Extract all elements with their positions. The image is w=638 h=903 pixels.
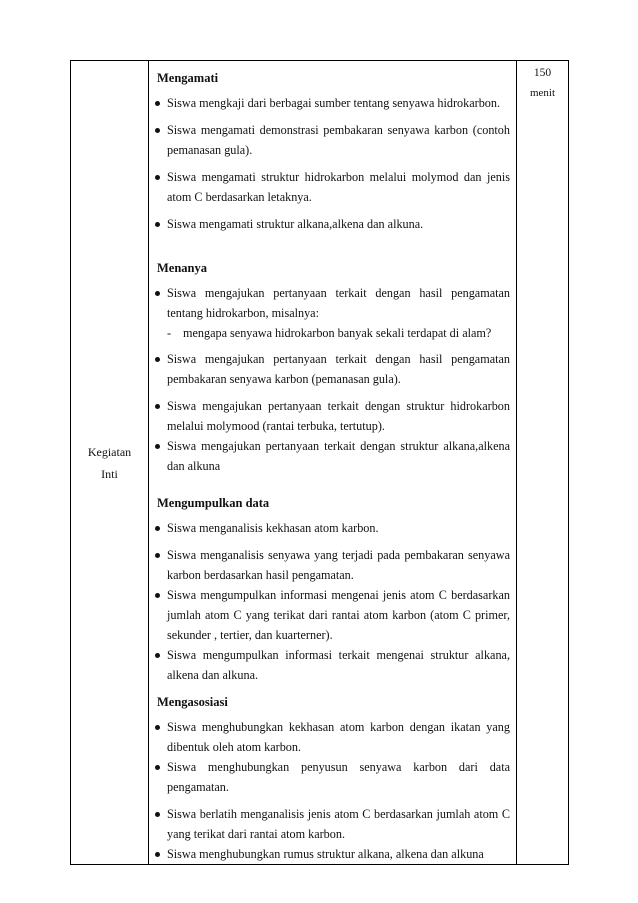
section-title: Menanya — [157, 261, 207, 275]
bullet-list — [157, 93, 510, 234]
list-item: Siswa menghubungkan kekhasan atom karbon dengan ikatan yang dibentuk oleh atom karbon. — [157, 717, 510, 757]
lesson-plan-table — [70, 60, 569, 865]
list-item: Siswa mengamati struktur hidrokarbon melalui molymod dan jenis atom C berdasarkan letaknya. — [157, 167, 510, 207]
time-value: 150 — [533, 67, 552, 79]
bullet-list — [157, 518, 510, 685]
time-cell — [517, 61, 569, 865]
sub-list-item: - mengapa senyawa hidrokarbon banyak sekali terdapat di alam? — [157, 323, 510, 343]
phase-cell — [71, 61, 149, 865]
bullet-list — [157, 283, 510, 323]
time-unit: menit — [529, 87, 556, 99]
list-item: Siswa mengajukan pertanyaan terkait dengan hasil pengamatan tentang hidrokarbon, misalnya: — [157, 283, 510, 323]
dash-marker: - — [167, 326, 172, 340]
list-item: Siswa menghubungkan penyusun senyawa karbon dari data pengamatan. — [157, 757, 510, 797]
list-item: Siswa mengamati demonstrasi pembakaran senyawa karbon (contoh pemanasan gula). — [157, 120, 510, 160]
list-item: Siswa mengajukan pertanyaan terkait dengan struktur alkana,alkena dan alkuna — [157, 436, 510, 476]
list-item: Siswa mengumpulkan informasi mengenai jenis atom C berdasarkan jumlah atom C yang terikat dari rantai atom karbon (atom C primer, sekunder , tertier, dan kuarterner). — [157, 585, 510, 645]
list-item: Siswa menganalisis kekhasan atom karbon. — [157, 518, 510, 538]
list-item: Siswa mengamati struktur alkana,alkena dan alkuna. — [157, 214, 510, 234]
section-title: Mengumpulkan data — [157, 496, 270, 510]
section-menanya — [157, 251, 510, 476]
section-mengamati — [157, 61, 510, 234]
table-row — [71, 61, 569, 865]
section-title: Mengasosiasi — [157, 695, 228, 709]
activity-cell — [149, 61, 517, 865]
phase-label-line1: Kegiatan — [87, 444, 132, 459]
bullet-list — [157, 717, 510, 864]
section-title: Mengamati — [157, 71, 219, 85]
section-mengasosiasi — [157, 685, 510, 864]
phase-label-line2: Inti — [101, 466, 118, 481]
bullet-list — [157, 349, 510, 476]
section-mengumpulkan-data — [157, 486, 510, 685]
list-item: Siswa mengumpulkan informasi terkait mengenai struktur alkana, alkena dan alkuna. — [157, 645, 510, 685]
list-item: Siswa menghubungkan rumus struktur alkana, alkena dan alkuna — [157, 844, 510, 864]
list-item: Siswa mengajukan pertanyaan terkait dengan hasil pengamatan pembakaran senyawa karbon (pemanasan gula). — [157, 349, 510, 389]
list-item: Siswa menganalisis senyawa yang terjadi pada pembakaran senyawa karbon berdasarkan hasil pengamatan. — [157, 545, 510, 585]
list-item: Siswa mengajukan pertanyaan terkait dengan struktur hidrokarbon melalui molymood (rantai terbuka, tertutup). — [157, 396, 510, 436]
list-item: Siswa berlatih menganalisis jenis atom C berdasarkan jumlah atom C yang terikat dari rantai atom karbon. — [157, 804, 510, 844]
list-item: Siswa mengkaji dari berbagai sumber tentang senyawa hidrokarbon. — [157, 93, 510, 113]
